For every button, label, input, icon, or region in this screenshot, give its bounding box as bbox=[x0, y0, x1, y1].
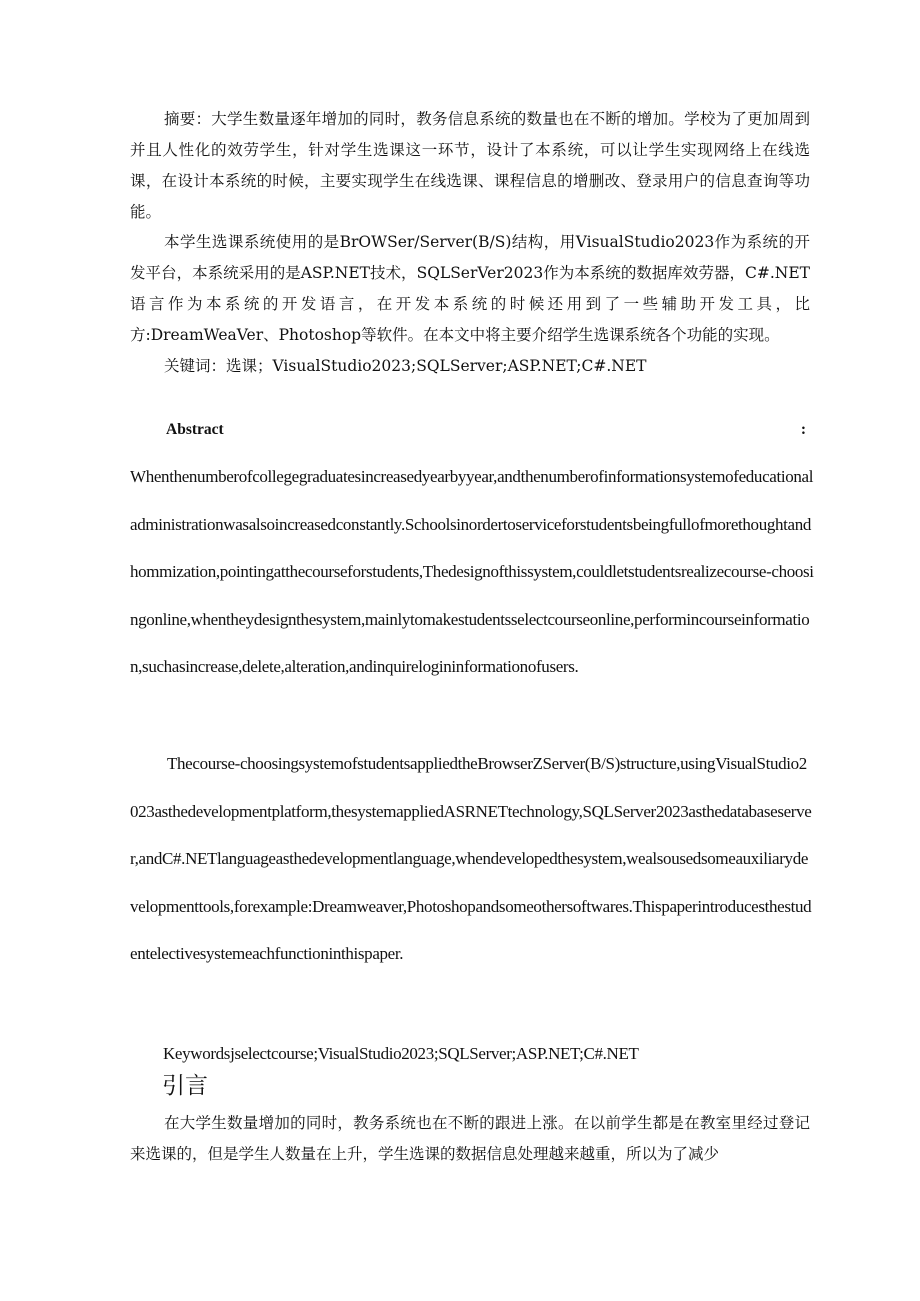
abstract-en-paragraph-1: Whenthenumberofcollegegraduatesincreasedyearbyyear,andthenumberofinformationsystemofeducationaladministrationwasalsoincreasedconstantly.Schoolsinordertoserviceforstudentsbeingfullofmorethoughtandhommization,pointingatthecourseforstudents,Thedesignofthissystem,couldletstudentsrealizecourse-choosingonline,whentheydesignthesystem,mainlytomakestudentsselectcourseonline,performincourseinformation,suchasincrease,delete,alteration,andinquirelogininformationofusers. bbox=[130, 467, 814, 676]
abstract-cn-keywords: 关键词：选课；VisualStudio2023;SQLServer;ASP.NET;C#.NET bbox=[164, 357, 647, 375]
abstract-en-heading bbox=[166, 418, 806, 442]
abstract-en-keywords: Keywordsjselectcourse;VisualStudio2023;SQLServer;ASP.NET;C#.NET bbox=[163, 1044, 639, 1063]
introduction-paragraph-1: 在大学生数量增加的同时，教务系统也在不断的跟进上涨。在以前学生都是在教室里经过登记来选课的，但是学生人数量在上升，学生选课的数据信息处理越来越重，所以为了减少 bbox=[130, 1114, 810, 1163]
abstract-cn-paragraph-1: 摘要：大学生数量逐年增加的同时，教务信息系统的数量也在不断的增加。学校为了更加周到并且人性化的效劳学生，针对学生选课这一环节，设计了本系统，可以让学生实现网络上在线选课，在设计本系统的时候，主要实现学生在线选课、课程信息的增删改、登录用户的信息查询等功能。 bbox=[130, 110, 810, 221]
introduction-title: 引言 bbox=[162, 1073, 208, 1099]
abstract-cn-paragraph-2: 本学生选课系统使用的是BrOWSer/Server(B/S)结构，用VisualStudio2023作为系统的开发平台，本系统采用的是ASP.NET技术，SQLSerVer2023作为本系统的数据库效劳器，C#.NET语言作为本系统的开发语言，在开发本系统的时候还用到了一些辅助开发工具，比方:DreamWeaVer、Photoshop等软件。在本文中将主要介绍学生选课系统各个功能的实现。 bbox=[130, 233, 810, 344]
abstract-en-heading-colon: : bbox=[800, 421, 806, 438]
abstract-en-paragraph-2: Thecourse-choosingsystemofstudentsappliedtheBrowserZServer(B/S)structure,usingVisualStudio2023asthedevelopmentplatform,thesystemappliedASRNETtechnology,SQLServer2023asthedatabaseserver,andC#.NETlanguageasthedevelopmentlanguage,whendevelopedthesystem,wealsousedsomeauxiliarydevelopmenttools,forexample:Dreamweaver,Photoshopandsomeothersoftwares.Thispaperintroducesthestudentelectivesystemeachfunctioninthispaper. bbox=[130, 754, 812, 963]
abstract-en-heading-text: Abstract bbox=[166, 421, 224, 438]
